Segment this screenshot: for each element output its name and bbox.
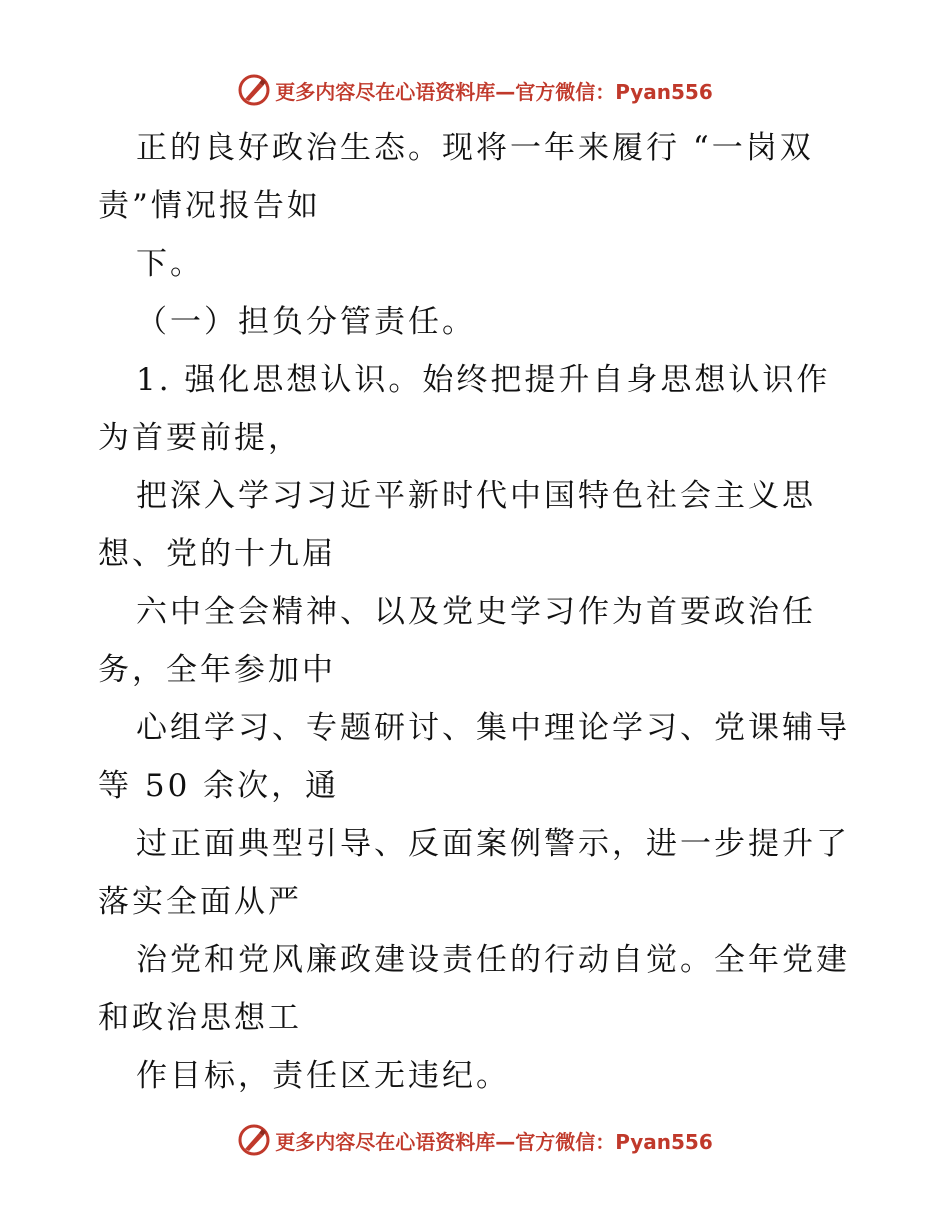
paragraph-line: 落实全面从严: [98, 884, 302, 920]
paragraph-line: 把深入学习习近平新时代中国特色社会主义思: [136, 478, 816, 514]
paragraph-line: 务，全年参加中: [98, 652, 336, 688]
paragraph-line: 心组学习、专题研讨、集中理论学习、党课辅导: [136, 710, 850, 746]
paragraph-line: 等 50 余次，通: [98, 768, 340, 804]
paragraph-line: 为首要前提，: [98, 420, 302, 456]
pen-circle-icon: [237, 1123, 271, 1157]
paragraph-line: 1. 强化思想认识。始终把提升自身思想认识作: [136, 362, 831, 398]
watermark-text: 更多内容尽在心语资料库—官方微信：Pyan556: [275, 1129, 713, 1154]
paragraph-line: 和政治思想工: [98, 1000, 302, 1036]
section-heading: （一）担负分管责任。: [136, 304, 476, 340]
watermark-text: 更多内容尽在心语资料库—官方微信：Pyan556: [275, 79, 713, 104]
paragraph-line: 六中全会精神、以及党史学习作为首要政治任: [136, 594, 816, 630]
paragraph-line: 责”情况报告如: [98, 188, 321, 224]
watermark-banner-bottom: [0, 1120, 950, 1160]
paragraph-line: 作目标，责任区无违纪。: [136, 1058, 510, 1094]
paragraph-line: 想、党的十九届: [98, 536, 336, 572]
paragraph-line: 下。: [136, 246, 204, 282]
paragraph-line: 治党和党风廉政建设责任的行动自觉。全年党建: [136, 942, 850, 978]
paragraph-line: 过正面典型引导、反面案例警示，进一步提升了: [136, 826, 850, 862]
paragraph-line: 正的良好政治生态。现将一年来履行 “一岗双: [136, 130, 814, 166]
